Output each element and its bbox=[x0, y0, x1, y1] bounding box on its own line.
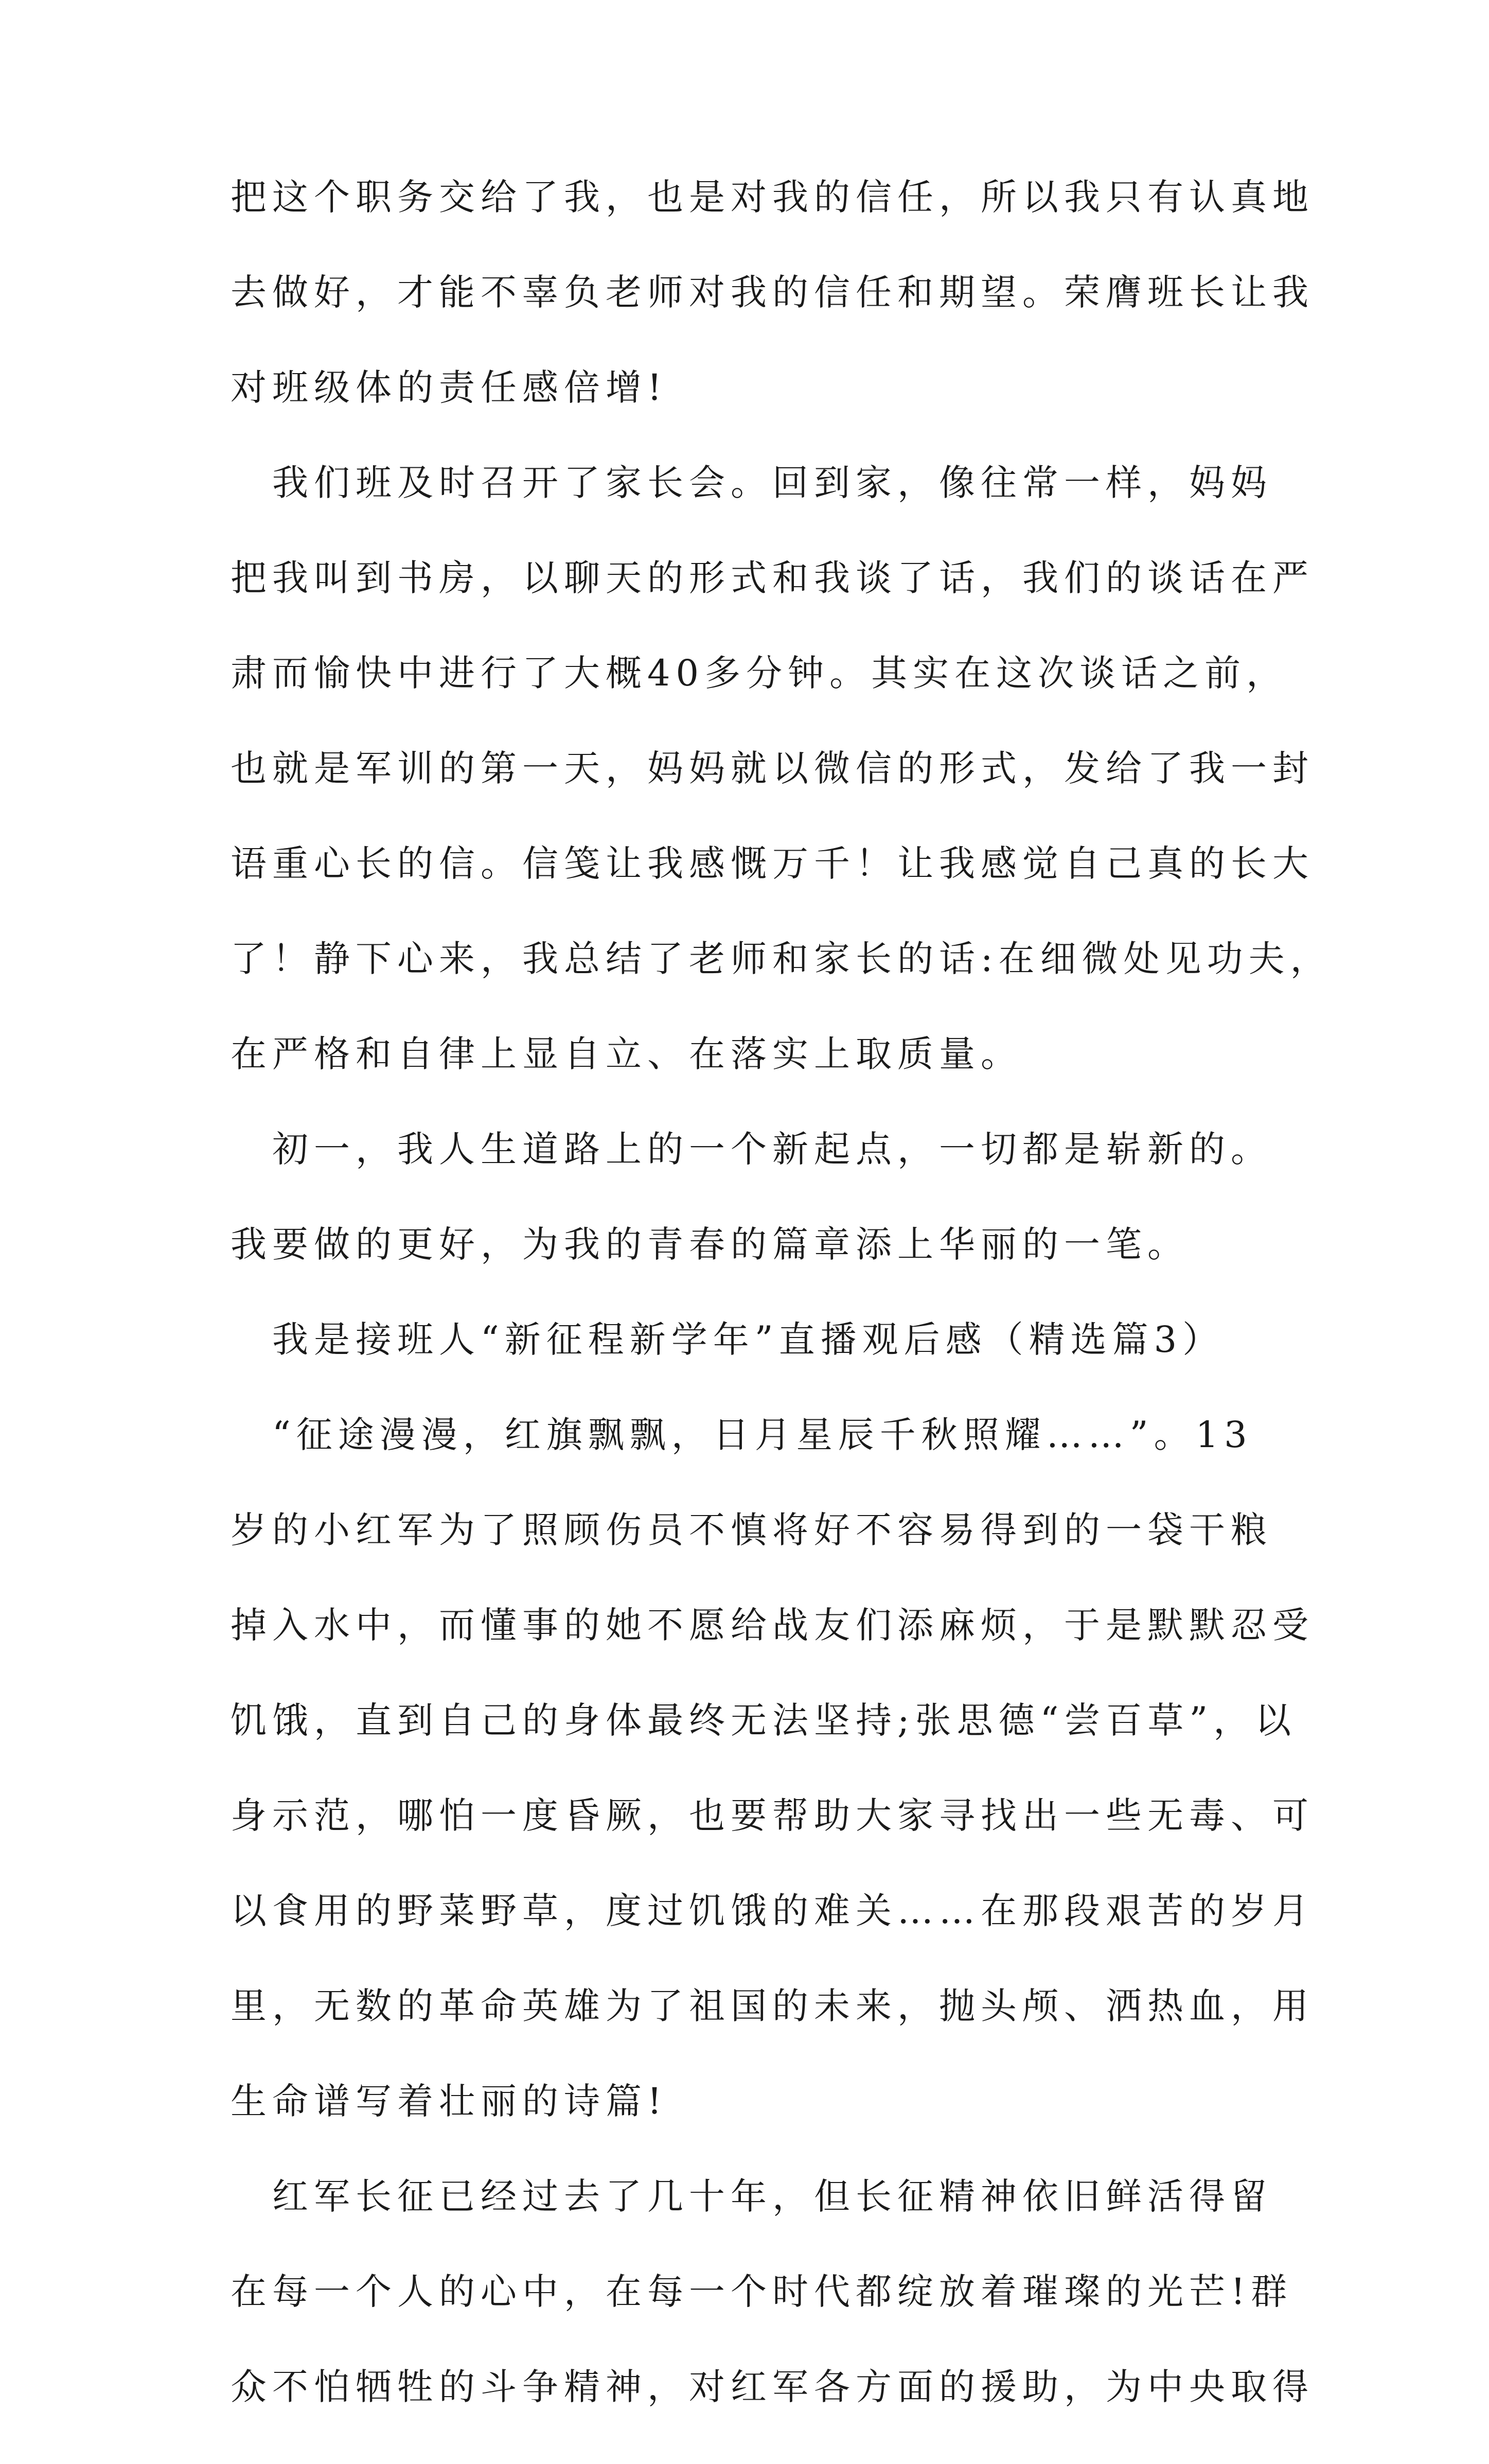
text-line: 把这个职务交给了我，也是对我的信任，所以我只有认真地 bbox=[231, 176, 1314, 218]
text-line: 以食用的野菜野草，度过饥饿的难关……在那段艰苦的岁月 bbox=[231, 1890, 1314, 1932]
text-line: 红军长征已经过去了几十年，但长征精神依旧鲜活得留 bbox=[231, 2175, 1272, 2217]
text-line: 掉入水中，而懂事的她不愿给战友们添麻烦，于是默默忍受 bbox=[231, 1604, 1314, 1646]
text-line: 饥饿，直到自己的身体最终无法坚持;张思德“尝百草”，以 bbox=[231, 1699, 1297, 1741]
text-line: 了！静下心来，我总结了老师和家长的话:在细微处见功夫， bbox=[231, 938, 1332, 980]
text-line: 身示范，哪怕一度昏厥，也要帮助大家寻找出一些无毒、可 bbox=[231, 1794, 1314, 1837]
text-line: 语重心长的信。信笺让我感慨万千！让我感觉自己真的长大 bbox=[231, 842, 1314, 885]
section-heading: 我是接班人“新征程新学年”直播观后感（精选篇3） bbox=[231, 1318, 1225, 1361]
document-page bbox=[231, 176, 1332, 2464]
text-line: 我要做的更好，为我的青春的篇章添上华丽的一笔。 bbox=[231, 1223, 1189, 1265]
text-line: 生命谱写着壮丽的诗篇! bbox=[231, 2080, 668, 2122]
text-line: 众不怕牺牲的斗争精神，对红军各方面的援助，为中央取得 bbox=[231, 2366, 1314, 2408]
text-line: 岁的小红军为了照顾伤员不慎将好不容易得到的一袋干粮 bbox=[231, 1509, 1272, 1551]
text-line: 我们班及时召开了家长会。回到家，像往常一样，妈妈 bbox=[231, 462, 1272, 504]
text-line: 肃而愉快中进行了大概40多分钟。其实在这次谈话之前， bbox=[231, 652, 1288, 694]
text-line: 也就是军训的第一天，妈妈就以微信的形式，发给了我一封 bbox=[231, 747, 1314, 789]
text-line: 初一，我人生道路上的一个新起点，一切都是崭新的。 bbox=[231, 1128, 1272, 1170]
text-line: 把我叫到书房，以聊天的形式和我谈了话，我们的谈话在严 bbox=[231, 557, 1314, 599]
text-line: 里，无数的革命英雄为了祖国的未来，抛头颅、洒热血，用 bbox=[231, 1985, 1314, 2027]
text-line: 对班级体的责任感倍增! bbox=[231, 366, 668, 409]
text-line: 在每一个人的心中，在每一个时代都绽放着璀璨的光芒!群 bbox=[231, 2271, 1293, 2313]
text-line: 在严格和自律上显自立、在落实上取质量。 bbox=[231, 1033, 1022, 1075]
text-line: 去做好，才能不辜负老师对我的信任和期望。荣膺班长让我 bbox=[231, 271, 1314, 313]
text-line: “征途漫漫，红旗飘飘，日月星辰千秋照耀……”。13 bbox=[231, 1414, 1253, 1456]
